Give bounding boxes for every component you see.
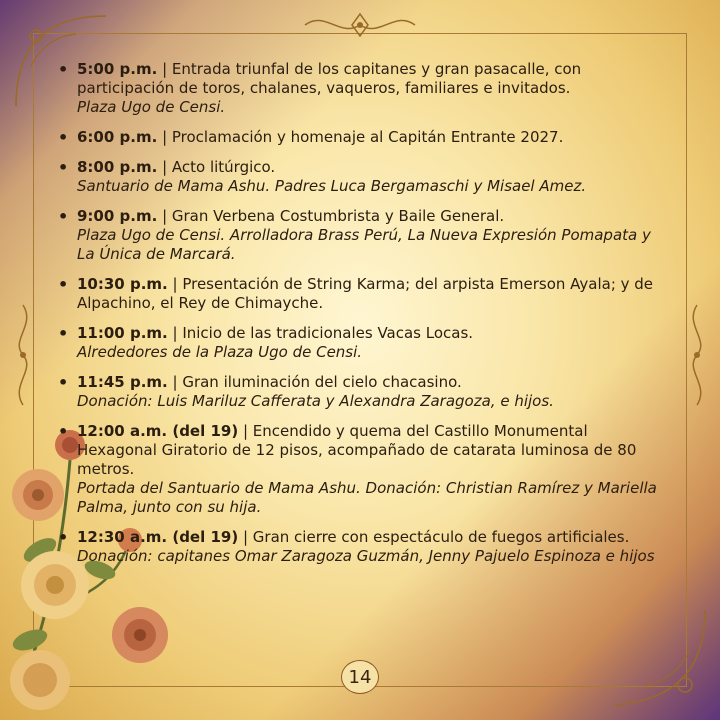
schedule-item bbox=[56, 207, 666, 264]
page-number-badge bbox=[341, 660, 379, 694]
bottom-right-corner-ornament bbox=[600, 600, 715, 715]
event-detail: Santuario de Mama Ashu. Padres Luca Bergamaschi y Misael Amez. bbox=[77, 177, 587, 195]
event-description: | Entrada triunfal de los capitanes y gran pasacalle, con participación de toros, chalanes, vaqueros, familiares e invitados. bbox=[77, 60, 582, 97]
event-detail: Donación: Luis Mariluz Cafferata y Alexandra Zaragoza, e hijos. bbox=[77, 392, 554, 410]
event-time: 11:00 p.m. bbox=[77, 324, 168, 342]
event-detail: Plaza Ugo de Censi. Arrolladora Brass Perú, La Nueva Expresión Pomapata y La Única de Marcará. bbox=[77, 226, 651, 263]
event-time: 5:00 p.m. bbox=[77, 60, 158, 78]
page-number: 14 bbox=[348, 666, 372, 688]
schedule-item bbox=[56, 60, 666, 117]
top-flourish-ornament bbox=[300, 8, 420, 42]
event-detail: Plaza Ugo de Censi. bbox=[77, 98, 226, 116]
event-time: 11:45 p.m. bbox=[77, 373, 168, 391]
schedule-list bbox=[56, 60, 666, 566]
event-description: | Gran cierre con espectáculo de fuegos artificiales. bbox=[238, 528, 630, 546]
left-flourish-ornament bbox=[8, 300, 38, 410]
event-detail: Donación: capitanes Omar Zaragoza Guzmán, Jenny Pajuelo Espinoza e hijos bbox=[77, 547, 655, 565]
schedule-content bbox=[56, 60, 666, 577]
event-description: | Gran iluminación del cielo chacasino. bbox=[167, 373, 462, 391]
event-time: 6:00 p.m. bbox=[77, 128, 158, 146]
schedule-item bbox=[56, 422, 666, 517]
event-description: | Presentación de String Karma; del arpista Emerson Ayala; y de Alpachino, el Rey de Chimayche. bbox=[77, 275, 654, 312]
event-description: | Encendido y quema del Castillo Monumental Hexagonal Giratorio de 12 pisos, acompañado de catarata luminosa de 80 metros. bbox=[77, 422, 637, 478]
event-time: 9:00 p.m. bbox=[77, 207, 158, 225]
right-flourish-ornament bbox=[682, 300, 712, 410]
schedule-item bbox=[56, 373, 666, 411]
event-time: 12:00 a.m. (del 19) bbox=[77, 422, 239, 440]
schedule-item bbox=[56, 275, 666, 313]
event-description: | Gran Verbena Costumbrista y Baile General. bbox=[157, 207, 505, 225]
event-description: | Inicio de las tradicionales Vacas Locas. bbox=[167, 324, 474, 342]
schedule-item bbox=[56, 324, 666, 362]
event-time: 10:30 p.m. bbox=[77, 275, 168, 293]
schedule-item bbox=[56, 128, 666, 147]
event-time: 12:30 a.m. (del 19) bbox=[77, 528, 239, 546]
event-time: 8:00 p.m. bbox=[77, 158, 158, 176]
event-detail: Portada del Santuario de Mama Ashu. Donación: Christian Ramírez y Mariella Palma, junto con su hija. bbox=[77, 479, 657, 516]
event-detail: Alrededores de la Plaza Ugo de Censi. bbox=[77, 343, 363, 361]
event-description: | Proclamación y homenaje al Capitán Entrante 2027. bbox=[157, 128, 564, 146]
event-description: | Acto litúrgico. bbox=[157, 158, 276, 176]
schedule-item bbox=[56, 158, 666, 196]
schedule-item bbox=[56, 528, 666, 566]
